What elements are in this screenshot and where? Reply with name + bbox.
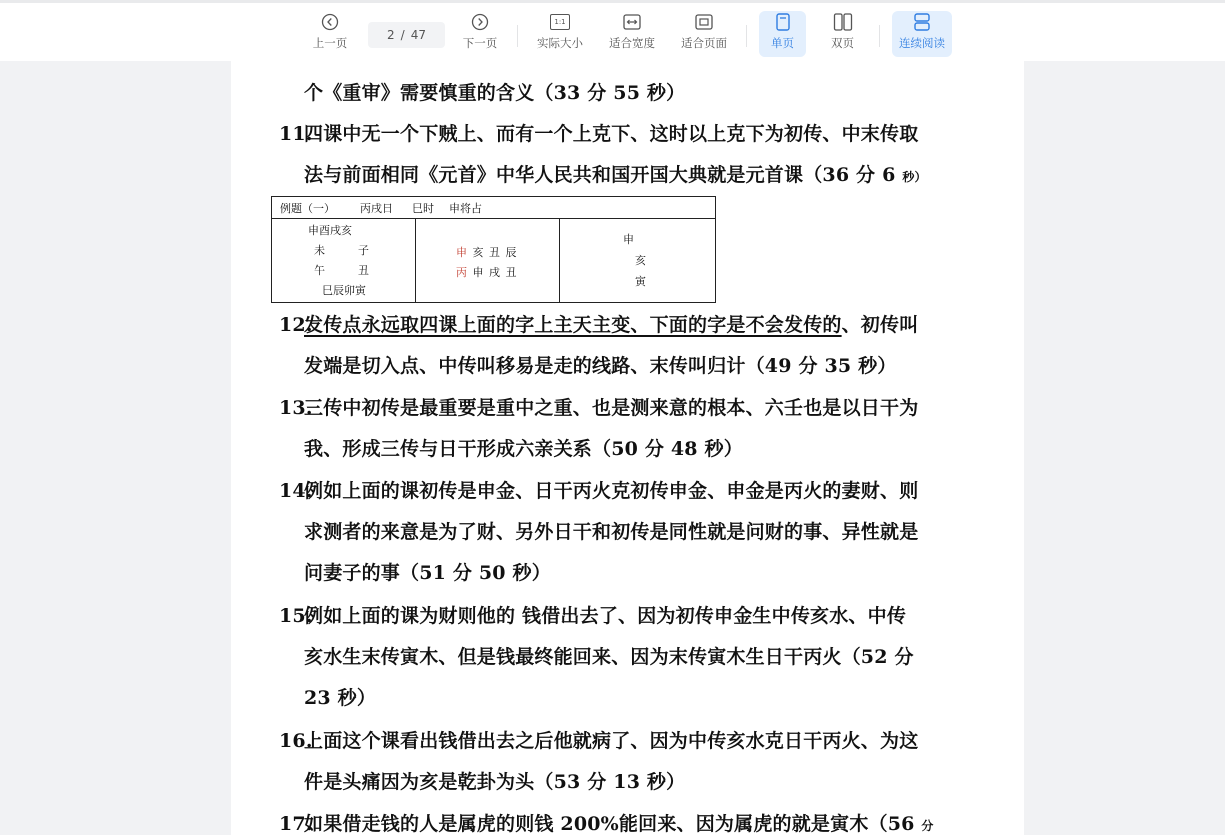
item-number: 11. <box>279 123 313 145</box>
example-title: 例题（一） <box>280 202 335 215</box>
actual-size-label: 实际大小 <box>537 36 583 50</box>
paragraph-13 <box>279 388 979 470</box>
paragraph-12 <box>279 305 979 387</box>
text-line: 例如上面的课初传是申金、日干丙火克初传申金、申金是丙火的妻财、则 <box>304 480 919 502</box>
text-line: 件是头痛因为亥是乾卦为头（53 分 13 秒） <box>304 771 686 793</box>
page-number-box[interactable] <box>368 22 445 48</box>
fit-page-icon <box>692 11 716 33</box>
sike-bottom-row <box>456 264 518 280</box>
sike-bottom-rest: 申 戌 丑 <box>472 266 518 279</box>
toolbar-divider <box>879 25 880 47</box>
next-page-button[interactable] <box>458 11 502 57</box>
tianpan-top: 申酉戌亥 <box>308 224 352 237</box>
text-segment: 法与前面相同《元首》中华人民共和国开国大典就是元首课（36 分 6 <box>304 164 903 186</box>
paragraph-16 <box>279 721 979 803</box>
chuchuan: 申 <box>623 233 634 246</box>
zhongchuan: 亥 <box>635 254 646 267</box>
text-line <box>279 305 979 346</box>
single-page-icon <box>771 11 795 33</box>
sike-top-highlight: 申 <box>456 246 468 259</box>
item-number: 16. <box>279 730 313 752</box>
tianpan-right-1: 子 <box>358 244 369 257</box>
text-line: 亥水生末传寅木、但是钱最终能回来、因为末传寅木生日干丙火（52 分 <box>304 646 914 668</box>
viewer-toolbar <box>0 0 1225 61</box>
sike-top-rest: 亥 丑 辰 <box>472 246 518 259</box>
tianpan-cell <box>272 219 416 302</box>
item-number: 12. <box>279 314 313 336</box>
example-day: 丙戌日 <box>360 202 393 215</box>
fit-page-label: 适合页面 <box>681 36 727 50</box>
toolbar-divider <box>517 25 518 47</box>
text-segment: 、初传叫 <box>841 314 919 336</box>
sike-cell <box>416 219 560 302</box>
text-line: 23 秒） <box>304 687 377 709</box>
double-page-button[interactable] <box>819 11 866 57</box>
chevron-right-circle-icon <box>468 11 492 33</box>
text-segment: 如果借走钱的人是属虎的则钱 200%能回来、因为属虎的就是寅木（56 <box>304 813 922 835</box>
example-hour: 巳时 <box>412 202 434 215</box>
actual-size-icon <box>548 11 572 33</box>
table-header <box>272 197 715 219</box>
text-segment-small: 秒） <box>902 170 927 184</box>
mochuan: 寅 <box>635 275 646 288</box>
sanchuan-cell <box>560 219 715 302</box>
paragraph-10-continued <box>279 73 979 114</box>
text-line <box>279 804 979 835</box>
prev-page-button[interactable] <box>308 11 352 57</box>
tianpan-left-2: 午 <box>314 264 325 277</box>
text-line: 问妻子的事（51 分 50 秒） <box>304 562 551 584</box>
continuous-scroll-icon <box>910 11 934 33</box>
fit-width-button[interactable] <box>604 11 660 57</box>
item-number: 14. <box>279 480 313 502</box>
text-line: 求测者的来意是为了财、另外日干和初传是同性就是问财的事、异性就是 <box>304 521 919 543</box>
item-number: 17. <box>279 813 313 835</box>
toolbar-divider <box>746 25 747 47</box>
example-table <box>271 196 716 303</box>
text-line: 上面这个课看出钱借出去之后他就病了、因为中传亥水克日干丙火、为这 <box>304 730 919 752</box>
total-pages: 47 <box>410 28 426 42</box>
document-page <box>231 61 1024 835</box>
item-number: 15. <box>279 605 313 627</box>
tianpan-right-2: 丑 <box>358 264 369 277</box>
text-line: 例如上面的课为财则他的 钱借出去了、因为初传申金生中传亥水、中传 <box>304 605 907 627</box>
sike-top-row <box>456 244 518 260</box>
actual-size-button[interactable] <box>532 11 588 57</box>
text-line: 四课中无一个下贼上、而有一个上克下、这时以上克下为初传、中末传取 <box>304 123 919 145</box>
next-page-label: 下一页 <box>462 36 498 50</box>
underlined-text: 发传点永远取四课上面的字上主天主变、下面的字是不会发传的 <box>304 314 842 336</box>
text-line <box>279 155 979 198</box>
sike-bottom-highlight: 丙 <box>456 266 468 279</box>
fit-page-button[interactable] <box>676 11 732 57</box>
tianpan-left-1: 未 <box>314 244 325 257</box>
example-general: 申将占 <box>449 202 482 215</box>
paragraph-17 <box>279 804 979 835</box>
text-line: 我、形成三传与日干形成六亲关系（50 分 48 秒） <box>304 438 743 460</box>
text-line: 发端是切入点、中传叫移易是走的线路、末传叫归计（49 分 35 秒） <box>304 355 897 377</box>
double-page-icon <box>831 11 855 33</box>
paragraph-14 <box>279 471 979 594</box>
double-page-label: 双页 <box>831 36 854 50</box>
ratio-text: 1:1 <box>550 14 570 30</box>
continuous-read-label: 连续阅读 <box>899 36 945 50</box>
text-line: 三传中初传是最重要是重中之重、也是测来意的根本、六壬也是以日干为 <box>304 397 919 419</box>
item-number: 13. <box>279 397 313 419</box>
paragraph-15 <box>279 596 979 719</box>
single-page-button[interactable] <box>759 11 806 57</box>
text-segment-small: 分 <box>921 819 934 833</box>
fit-width-label: 适合宽度 <box>609 36 655 50</box>
continuous-read-button[interactable] <box>892 11 952 57</box>
page-separator: / <box>400 28 405 42</box>
prev-page-label: 上一页 <box>312 36 348 50</box>
tianpan-bottom: 巳辰卯寅 <box>322 284 366 297</box>
chevron-left-circle-icon <box>318 11 342 33</box>
paragraph-11 <box>279 114 979 198</box>
single-page-label: 单页 <box>771 36 794 50</box>
current-page[interactable]: 2 <box>387 28 395 42</box>
text-line: 个《重审》需要慎重的含义（33 分 55 秒） <box>304 82 686 104</box>
fit-width-icon <box>620 11 644 33</box>
